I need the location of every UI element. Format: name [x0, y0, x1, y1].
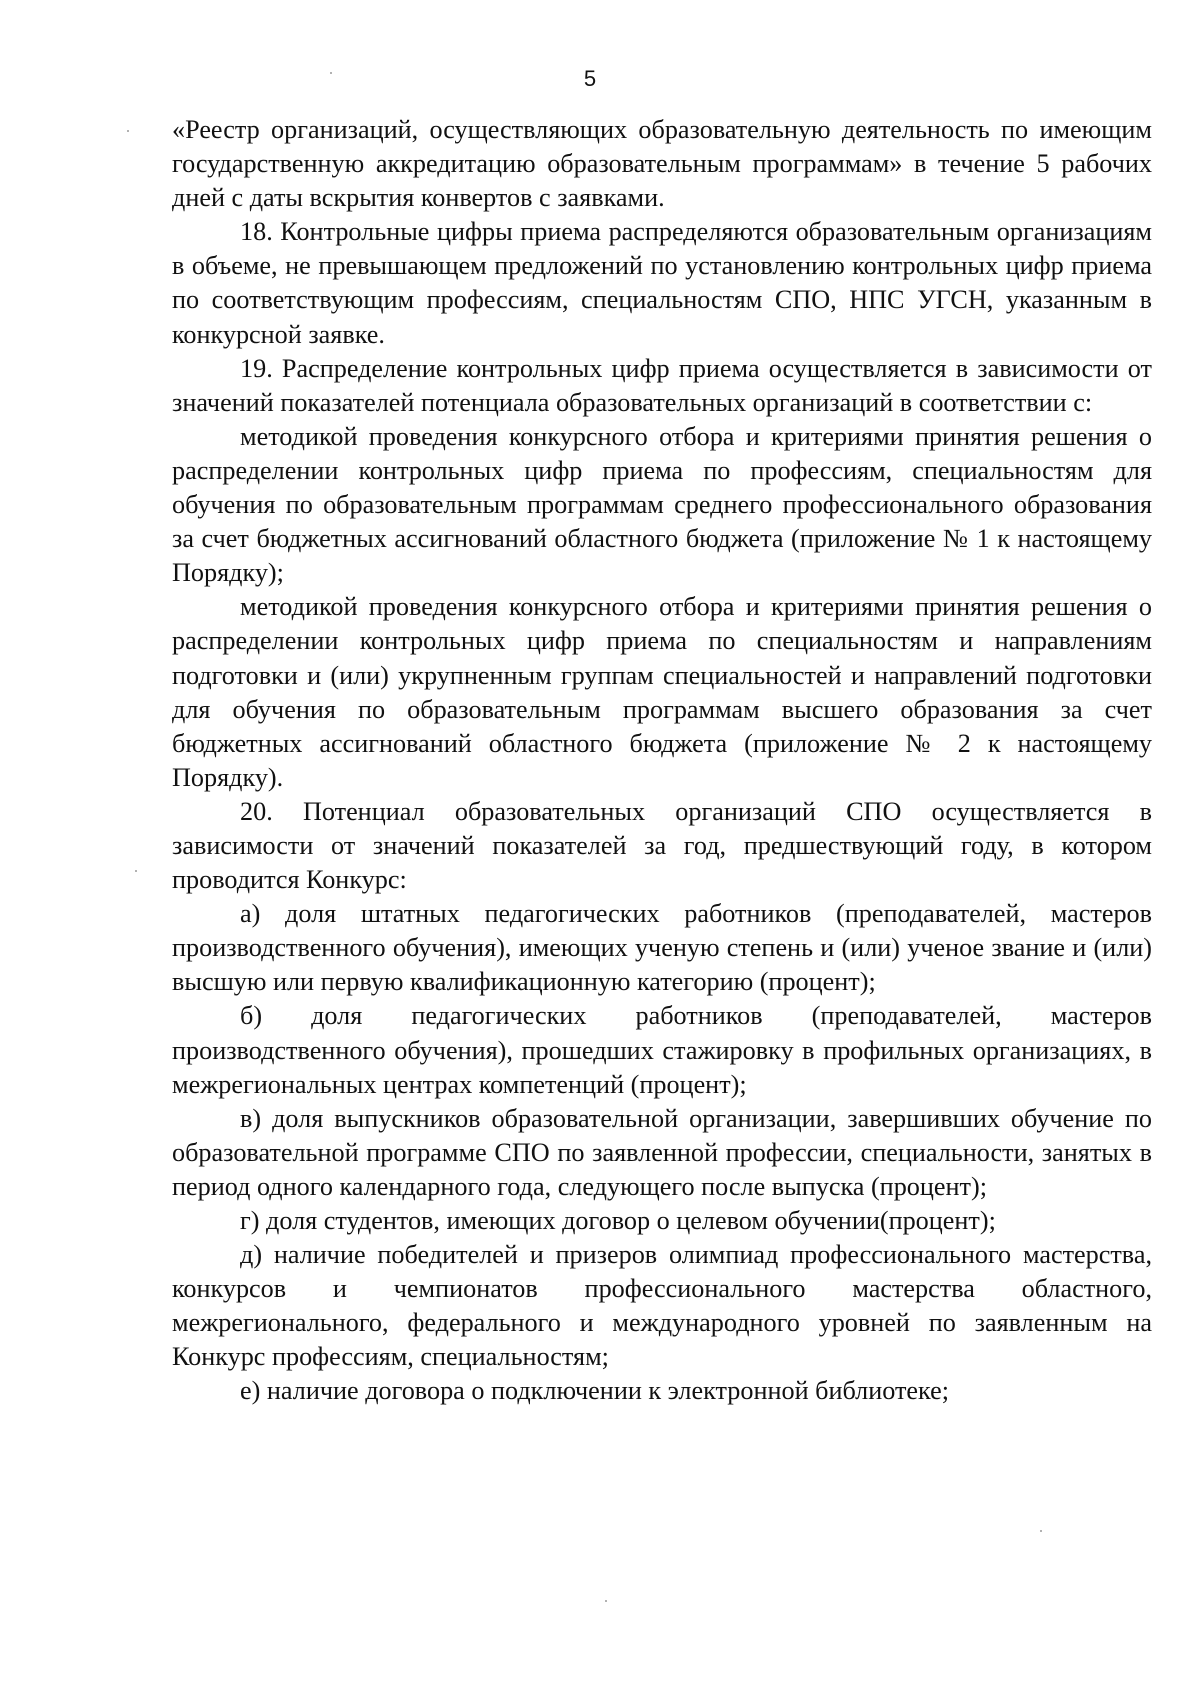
paragraph-18: 18. Контрольные цифры приема распределяются образовательным организациям в объеме, не превышающем предложений по установлению контрольных цифр приема по соответствующим профессиям, специальностям СПО, НПС УГСН, указанным в конкурсной заявке.	[172, 217, 1152, 349]
paragraph-registry-continuation: «Реестр организаций, осуществляющих образовательную деятельность по имеющим государственную аккредитацию образовательным программам» в течение 5 рабочих дней с даты вскрытия конвертов с заявками.	[172, 115, 1152, 213]
scan-speck	[135, 870, 137, 872]
list-item-a: а) доля штатных педагогических работников (преподавателей, мастеров производственного обучения), имеющих ученую степень и (или) ученое звание и (или) высшую или первую квалификационную категорию (процент);	[172, 899, 1152, 997]
list-item-g: г) доля студентов, имеющих договор о целевом обучении(процент);	[240, 1206, 996, 1235]
document-body	[172, 113, 1152, 1409]
scan-speck	[605, 1600, 607, 1602]
list-item-v: в) доля выпускников образовательной организации, завершивших обучение по образовательной программе СПО по заявленной профессии, специальности, занятых в период одного календарного года, следующего после выпуска (процент);	[172, 1103, 1152, 1201]
paragraph-methodology-spo: методикой проведения конкурсного отбора и критериями принятия решения о распределении контрольных цифр приема по профессиям, специальностям для обучения по образовательным программам среднего профессионального образования за счет бюджетных ассигнований областного бюджета (приложение № 1 к настоящему Порядку);	[172, 421, 1152, 588]
paragraph-methodology-higher: методикой проведения конкурсного отбора и критериями принятия решения о распределении контрольных цифр приема по специальностям и направлениям подготовки и (или) укрупненным группам специальностей и направлений подготовки для обучения по образовательным программам высшего образования за счет бюджетных ассигнований областного бюджета (приложение № 2 к настоящему Порядку).	[172, 592, 1152, 792]
list-item-b: б) доля педагогических работников (преподавателей, мастеров производственного обучения), прошедших стажировку в профильных организациях, в межрегиональных центрах компетенций (процент);	[172, 1001, 1152, 1099]
list-item-e: е) наличие договора о подключении к электронной библиотеке;	[240, 1376, 950, 1406]
scan-speck	[127, 130, 129, 132]
scan-speck	[1040, 1530, 1042, 1532]
list-item-d: д) наличие победителей и призеров олимпиад профессионального мастерства, конкурсов и чемпионатов профессионального мастерства областного, межрегионального, федерального и международного уровней по заявленным на Конкурс профессиям, специальностям;	[172, 1240, 1152, 1372]
paragraph-19: 19. Распределение контрольных цифр приема осуществляется в зависимости от значений показателей потенциала образовательных организаций в соответствии с:	[172, 353, 1152, 417]
paragraph-20: 20. Потенциал образовательных организаций СПО осуществляется в зависимости от значений показателей за год, предшествующий году, в котором проводится Конкурс:	[172, 796, 1152, 895]
scan-speck	[330, 72, 332, 74]
page-number: 5	[583, 66, 597, 91]
